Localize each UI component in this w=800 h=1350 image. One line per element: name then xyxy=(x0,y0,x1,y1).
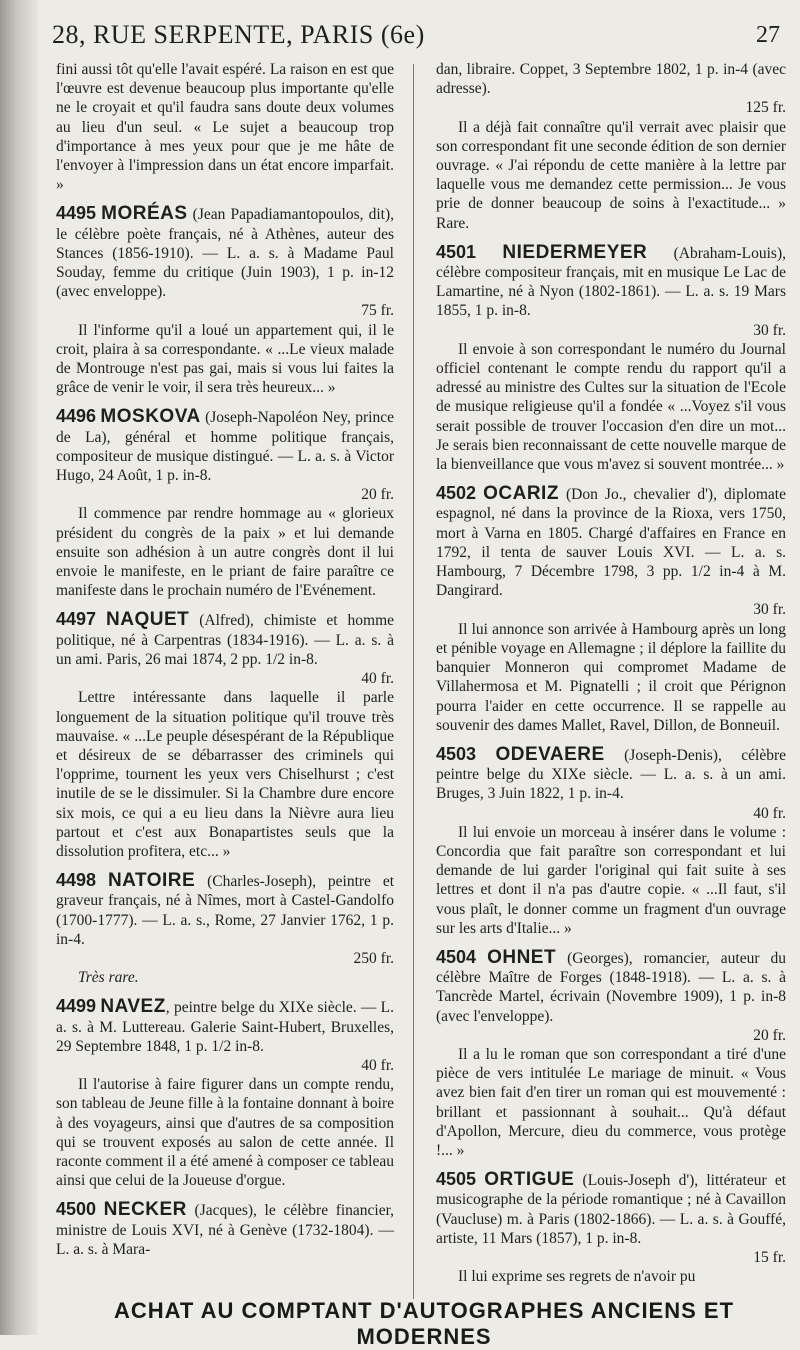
entry-description: (Abraham-Louis), célèbre compositeur français, mit en musique Le Lac de Lamartine, né à Nyon (1802-1861). — L. a. s. 19 Mars 1855, 1 p. in-8. xyxy=(436,244,786,320)
entry-lead xyxy=(436,745,786,804)
catalogue-entry xyxy=(56,204,394,397)
entry-description: (Georges), romancier, auteur du célèbre Maître de Forges (1848-1918). — L. a. s. à Tancrède Martel, écrivain (Novembre 1909), 1 p. in-8 (avec l'enveloppe). xyxy=(436,949,786,1025)
entry-number: 4498 xyxy=(56,870,97,891)
entry-body: Il envoie à son correspondant le numéro du Journal officiel contenant le compte rendu du rapport qu'il a adressé au ministre des Cultes sur la situation de l'Ecole de musique religieuse qu'il a fondée « ...Voyez s'il vous serait possible de trouver l'occasion d'en dire un mot... Je serais bien reconnaissant de cette nouvelle marque de la bienveillance que vous m'avez si souvent montrée... » xyxy=(436,340,786,474)
entry-description: (Joseph-Napoléon Ney, prince de La), général et homme politique français, compositeur de musique distingué. — L. a. s. à Victor Hugo, 24 Août, 1 p. in-8. xyxy=(56,409,394,485)
footer-banner: ACHAT AU COMPTANT D'AUTOGRAPHES ANCIENS ET MODERNES xyxy=(113,1298,735,1349)
entry-number: 4502 xyxy=(436,483,477,504)
entry-name: NAQUET xyxy=(106,609,190,631)
right-column xyxy=(436,60,786,1286)
entry-lead xyxy=(56,407,394,485)
catalogue-entry xyxy=(56,610,394,861)
entry-description: (Alfred), chimiste et homme politique, né à Carpentras (1834-1916). — L. a. s. à un ami. Paris, 26 mai 1874, 2 pp. 1/2 in-8. xyxy=(56,612,395,668)
entry-name: OHNET xyxy=(487,946,557,968)
entry-number: 4501 xyxy=(436,241,477,262)
entry-description: peintre belge du XIXe siècle. — L. a. s. à M. Luttereau. Galerie Saint-Hubert, Bruxelles, 29 Septembre 1848, 1 p. 1/2 in-8. xyxy=(56,999,395,1055)
entry-description: (Charles-Joseph), peintre et graveur français, né à Nîmes, mort à Castel-Gandolfo (1700-1777). — L. a. s., Rome, 27 Janvier 1762, 1 p. in-4. xyxy=(56,873,395,948)
catalogue-entry xyxy=(436,745,786,938)
carryover-price: 125 fr. xyxy=(745,99,786,117)
running-header: 28, RUE SERPENTE, PARIS (6e) xyxy=(52,20,425,49)
entry-description: (Louis-Joseph d'), littérateur et musicographe de la période romantique ; né à Cavaillon (Vaucluse) m. à Paris (1802-1866). — L. a. s. à Gouffé, artiste, 11 Mars (1857), 1 p. in-8. xyxy=(436,1172,787,1247)
carryover-body: Il a déjà fait connaître qu'il verrait avec plaisir que son correspondant fit une seconde édition de son dernier ouvrage. « J'ai répondu de cette manière à la lettre par laquelle vous me demandez cette permission... Je vous prie de donner beaucoup de soins à l'exactitude... » Rare. xyxy=(436,118,786,232)
entry-number: 4495 xyxy=(56,203,97,224)
entry-number: 4499 xyxy=(56,996,97,1017)
entry-name: ODEVAERE xyxy=(495,743,605,765)
entry-price: 15 fr. xyxy=(753,1248,786,1266)
entry-note: Très rare. xyxy=(78,969,139,987)
entry-number: 4503 xyxy=(436,743,477,764)
entry-price: 40 fr. xyxy=(361,1056,394,1074)
entry-lead xyxy=(436,1170,786,1248)
entry-price: 40 fr. xyxy=(361,670,394,688)
entry-lead xyxy=(436,948,786,1026)
entry-lead xyxy=(56,204,394,301)
entry-number: 4504 xyxy=(436,946,477,967)
entry-description: (Jacques), le célèbre financier, ministre de Louis XVI, né à Genève (1732-1804). — L. a. s. à Mara- xyxy=(56,1202,395,1258)
entry-price: 250 fr. xyxy=(353,949,394,967)
entry-lead xyxy=(436,243,786,321)
page-shadow-edge xyxy=(0,0,38,1335)
entry-body: Il commence par rendre hommage au « glorieux président du congrès de la paix » et lui demande ensuite son adhésion à un autre congrès dont il lui envoie le manifeste, en le priant de faire paraître ce manifeste dans le prochain numéro de l'Evénement. xyxy=(56,505,394,600)
entry-lead xyxy=(56,1200,394,1259)
entry-description: (Jean Papadiamantopoulos, dit), le célèbre poète français, né à Athènes, auteur des Stances (1856-1910). — L. a. s. à Madame Paul Souday, femme du critique (Juin 1903), 1 p. in-12 (avec enveloppe). xyxy=(56,206,395,301)
entry-body: Il lui annonce son arrivée à Hambourg après un long et pénible voyage en Allemagne ; il déplore la faillite du banquier Monneron qui compromet Madame de Villahermosa et M. Pignatelli ; il croit que Pérignon pourra l'aider en cette occurrence. Il se rappelle au souvenir des dames Mallet, Ravel, Dillon, de Bonneuil. xyxy=(436,620,786,734)
entry-name: NAVEZ xyxy=(100,996,166,1018)
entry-name: ORTIGUE xyxy=(484,1169,575,1191)
column-divider xyxy=(413,64,414,1299)
entry-name: NATOIRE xyxy=(107,870,196,892)
entry-price: 30 fr. xyxy=(753,601,786,619)
entry-description: (Joseph-Denis), célèbre peintre belge du XIXe siècle. — L. a. s. à un ami. Bruges, 3 Juin 1822, 1 p. in-4. xyxy=(436,746,786,803)
entry-body: Il a lu le roman que son correspondant a tiré d'une pièce de vers intitulée Le mariage de minuit. « Vous avez bien fait d'en tirer un roman qui est mouvementé : brillant et passionnant à souhait... Qu'à défaut d'Apollon, Mercure, dieu du commerce, vous protège !... » xyxy=(436,1045,786,1159)
catalogue-entry xyxy=(56,407,394,600)
catalogue-entry xyxy=(436,948,786,1160)
entry-name: NIEDERMEYER xyxy=(502,241,648,263)
catalogue-entry xyxy=(56,997,394,1190)
entry-name: MOSKOVA xyxy=(100,406,201,428)
entry-price: 30 fr. xyxy=(753,321,786,339)
entry-number: 4496 xyxy=(56,406,97,427)
entry-price: 40 fr. xyxy=(753,804,786,822)
carryover-text: fini aussi tôt qu'elle l'avait espéré. La raison en est que l'œuvre est devenue beaucoup plus importante qu'elle ne le croyait et qu'il faudra sans doute deux volumes au lieu d'un seul. « Le sujet a beaucoup trop d'importance à mes yeux pour que je me hâte de l'envoyer à l'impression dans un état encore imparfait. » xyxy=(56,61,394,194)
entry-number: 4505 xyxy=(436,1169,477,1190)
entry-price: 75 fr. xyxy=(361,302,394,320)
entry-description: (Don Jo., chevalier d'), diplomate espagnol, né dans la province de la Rioxa, vers 1750, mort à Varna en 1805. Chargé d'affaires en France en 1792, il tenta de sauver Louis XVI. — L. a. s. Hambourg, 7 Décembre 1798, 3 pp. 1/2 in-4 à M. Dangirard. xyxy=(436,486,786,600)
entry-body: Il l'autorise à faire figurer dans un compte rendu, son tableau de Jeune fille à la fontaine donnant à boire à des voyageurs, ainsi que d'autres de sa composition qui se trouvent exposés au salon de cette année. Il raconte comment il a été amené à composer ce tableau ainsi que celui de la Joueuse d'orgue. xyxy=(56,1076,394,1190)
carryover-lead: dan, libraire. Coppet, 3 Septembre 1802, 1 p. in-4 (avec adresse). xyxy=(436,61,786,98)
entry-body: Il l'informe qu'il a loué un appartement qui, il le croit, plaira à sa correspondante. « ...Le vieux malade de Montrouge n'est pas gai, mais si vous lui faites la grâce de venir le voir, il sera très heureux... » xyxy=(56,321,394,397)
entry-lead: 4499 NAVEZ, peintre belge du XIXe siècle. — L. a. s. à M. Luttereau. Galerie Saint-Hubert, Bruxelles, 29 Septembre 1848, 1 p. 1/2 in-8. xyxy=(56,996,395,1055)
entry-name: MORÉAS xyxy=(101,203,188,225)
entry-name: OCARIZ xyxy=(483,483,559,505)
entry-price: 20 fr. xyxy=(361,486,394,504)
entry-body: Il lui exprime ses regrets de n'avoir pu xyxy=(458,1268,696,1286)
entry-lead xyxy=(436,484,786,600)
entry-lead xyxy=(56,871,394,949)
entry-body: Il lui envoie un morceau à insérer dans le volume : Concordia que fait paraître son correspondant et lui demande de lui garder l'original qui fait suite à ses lettres et dont il n'a pas d'autre copie. « ...Il faut, s'il vous plaît, le donner comme un fragment d'un ouvrage sur les arts d'Italie... » xyxy=(436,823,786,937)
catalogue-entry xyxy=(56,1200,394,1259)
catalogue-page xyxy=(52,14,792,1304)
page-number: 27 xyxy=(756,22,780,48)
entry-lead xyxy=(56,610,394,669)
catalogue-entry xyxy=(56,871,394,987)
left-column xyxy=(56,60,394,1259)
entry-price: 20 fr. xyxy=(753,1026,786,1044)
entry-number: 4497 xyxy=(56,609,97,630)
catalogue-entry xyxy=(436,484,786,735)
catalogue-entry xyxy=(436,1170,786,1286)
entry-body: Lettre intéressante dans laquelle il parle longuement de la situation politique qu'il trouve très mauvaise. « ...Le peuple désespérant de la République et désireux de se débarrasser des criminels qui l'opprime, tournent les yeux vers Chiselhurst ; c'est inutile de se le dissimuler. Si la Chambre dure encore six mois, ce qui a eu lieu dans la Nièvre aura lieu partout et c'est aux Bonapartistes seuls que la dissolution profitera, etc... » xyxy=(56,689,394,860)
entry-name: NECKER xyxy=(103,1199,187,1221)
catalogue-entry xyxy=(436,243,786,474)
entry-number: 4500 xyxy=(56,1199,97,1220)
